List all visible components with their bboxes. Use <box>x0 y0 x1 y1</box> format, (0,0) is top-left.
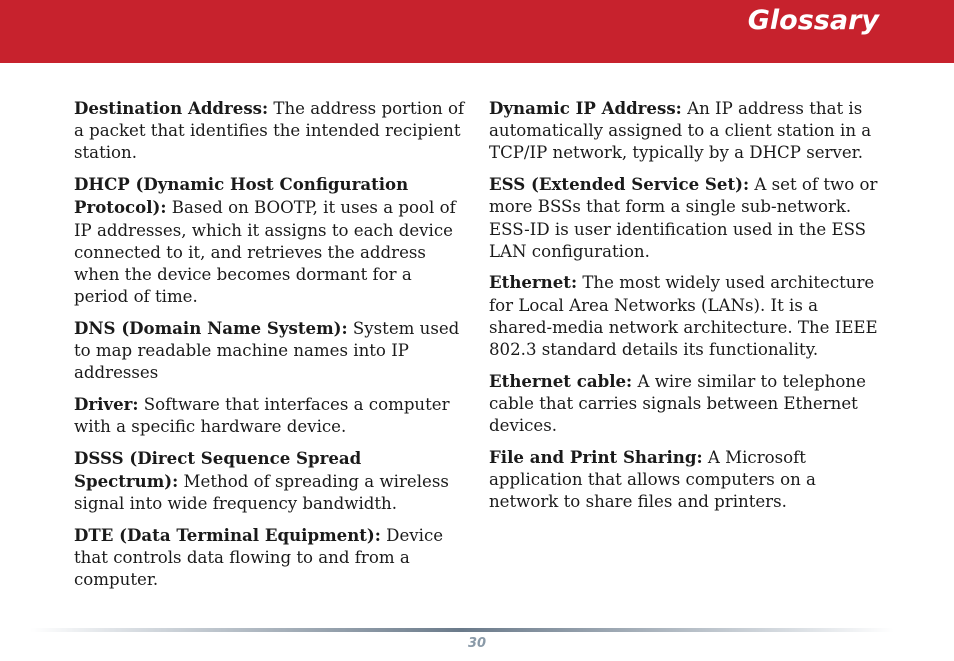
glossary-term: File and Print Sharing: <box>489 446 703 467</box>
glossary-term: DHCP (Dynamic Host Configuration Protocol): <box>74 174 409 218</box>
header-bar <box>0 0 954 63</box>
glossary-entry <box>489 173 881 263</box>
page-title: Glossary <box>747 5 879 36</box>
glossary-entry <box>489 97 881 165</box>
glossary-entry <box>489 370 881 438</box>
glossary-term: Ethernet: <box>489 272 578 293</box>
glossary-term: Dynamic IP Address: <box>489 98 682 118</box>
glossary-definition: Software that interfaces a computer with a specific hardware device. <box>74 394 450 437</box>
glossary-term: Driver: <box>74 393 139 414</box>
glossary-definition: A Microsoft application that allows computers on a network to share files and printers. <box>489 447 816 512</box>
glossary-entry <box>74 317 466 385</box>
glossary-term: DTE (Data Terminal Equipment): <box>74 524 381 545</box>
glossary-column-left <box>74 97 466 600</box>
glossary-entry <box>74 524 466 592</box>
page-number: 30 <box>467 636 487 651</box>
glossary-term: Destination Address: <box>74 98 269 118</box>
glossary-term: Ethernet cable: <box>489 370 633 391</box>
glossary-entry <box>74 393 466 438</box>
glossary-definition: Method of spreading a wireless signal into wide frequency bandwidth. <box>74 472 449 514</box>
glossary-definition: The most widely used architecture for Local Area Networks (LANs). It is a shared-media network architecture. The IEEE 802.3 standard details its functionality. <box>489 273 878 360</box>
glossary-definition: Based on BOOTP, it uses a pool of IP addresses, which it assigns to each device connected to it, and retrieves the address when the device becomes dormant for a period of time. <box>74 198 456 307</box>
glossary-definition: An IP address that is automatically assigned to a client station in a TCP/IP network, typically by a DHCP server. <box>489 99 872 163</box>
glossary-definition: System used to map readable machine names into IP addresses <box>74 318 460 383</box>
glossary-term: ESS (Extended Service Set): <box>489 174 750 195</box>
glossary-entry <box>74 97 466 165</box>
glossary-definition: A set of two or more BSSs that form a single sub-network. ESS-ID is user identification used in the ESS LAN configuration. <box>489 175 878 261</box>
glossary-column-right <box>489 97 881 522</box>
glossary-entry <box>74 447 466 516</box>
glossary-definition: The address portion of a packet that identifies the intended recipient station. <box>74 99 465 163</box>
glossary-definition: A wire similar to telephone cable that carries signals between Ethernet devices. <box>489 371 866 436</box>
footer-divider <box>30 628 894 632</box>
glossary-entry <box>489 446 881 514</box>
glossary-entry <box>489 271 881 361</box>
glossary-term: DNS (Domain Name System): <box>74 317 348 338</box>
glossary-term: DSSS (Direct Sequence Spread Spectrum): <box>74 447 362 492</box>
glossary-definition: Device that controls data flowing to and from a computer. <box>74 525 444 590</box>
glossary-entry <box>74 173 466 308</box>
